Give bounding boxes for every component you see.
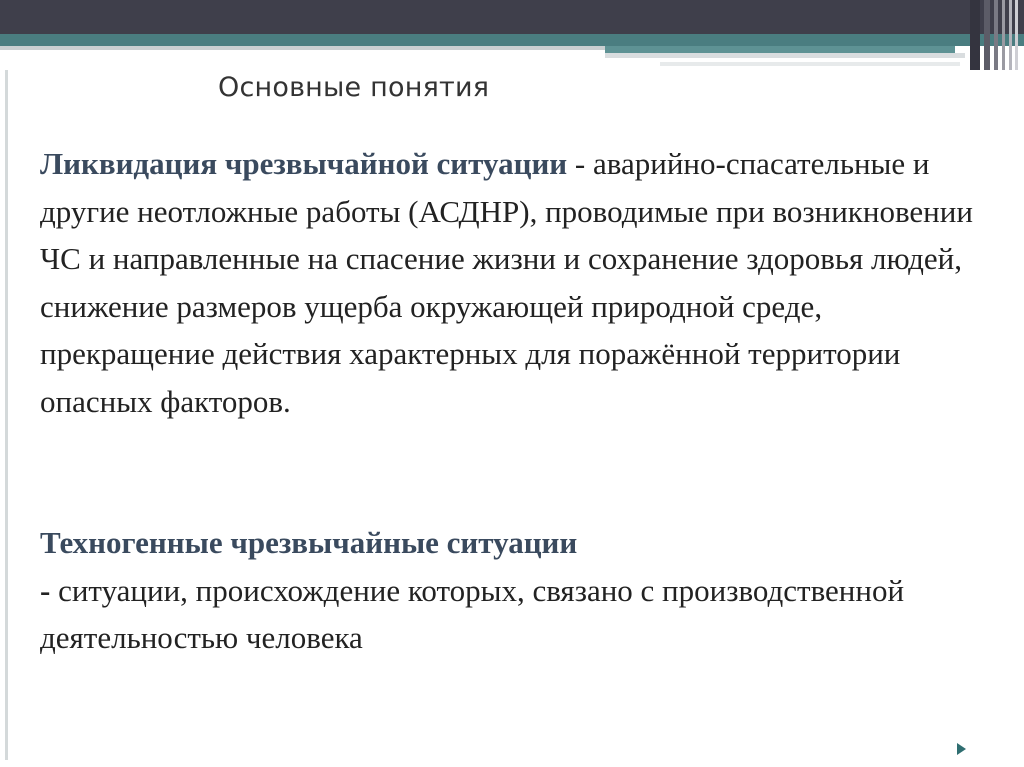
- header-gray-line: [605, 53, 965, 58]
- definition-paragraph: [40, 140, 985, 425]
- definition-term: Техногенные чрезвычайные ситуации: [40, 525, 578, 560]
- slide-title: Основные понятия: [218, 72, 490, 103]
- definition-paragraph: [40, 519, 985, 662]
- decorative-stripe: [1002, 0, 1005, 70]
- header-gray-line: [0, 46, 605, 50]
- definition-term: Ликвидация чрезвычайной ситуации: [40, 146, 568, 181]
- header-teal-band: [0, 34, 1024, 46]
- decorative-stripe: [1015, 0, 1018, 70]
- definition-text: ситуации, происхождение которых, связано с производственной деятельностью человека: [40, 572, 905, 655]
- decorative-stripe: [1009, 0, 1012, 70]
- header-dark-band: [0, 0, 1024, 34]
- header-light-teal-line: [605, 46, 955, 53]
- left-decorative-rule: [5, 70, 8, 760]
- definition-text: - аварийно-спасательные и другие неотложные работы (АСДНР), проводимые при возникновении ЧС и направленные на спасение жизни и сохранение здоровья людей, снижение размеров ущерба окружающей природной среде, прекращение действия характерных для поражённой территории опасных факторов.: [40, 146, 973, 419]
- header-gray-line: [660, 62, 960, 66]
- decorative-stripe: [970, 0, 980, 70]
- decorative-stripe: [994, 0, 998, 70]
- decorative-stripe: [984, 0, 990, 70]
- triangle-right-icon: [957, 743, 966, 755]
- definition-dash: -: [40, 572, 59, 608]
